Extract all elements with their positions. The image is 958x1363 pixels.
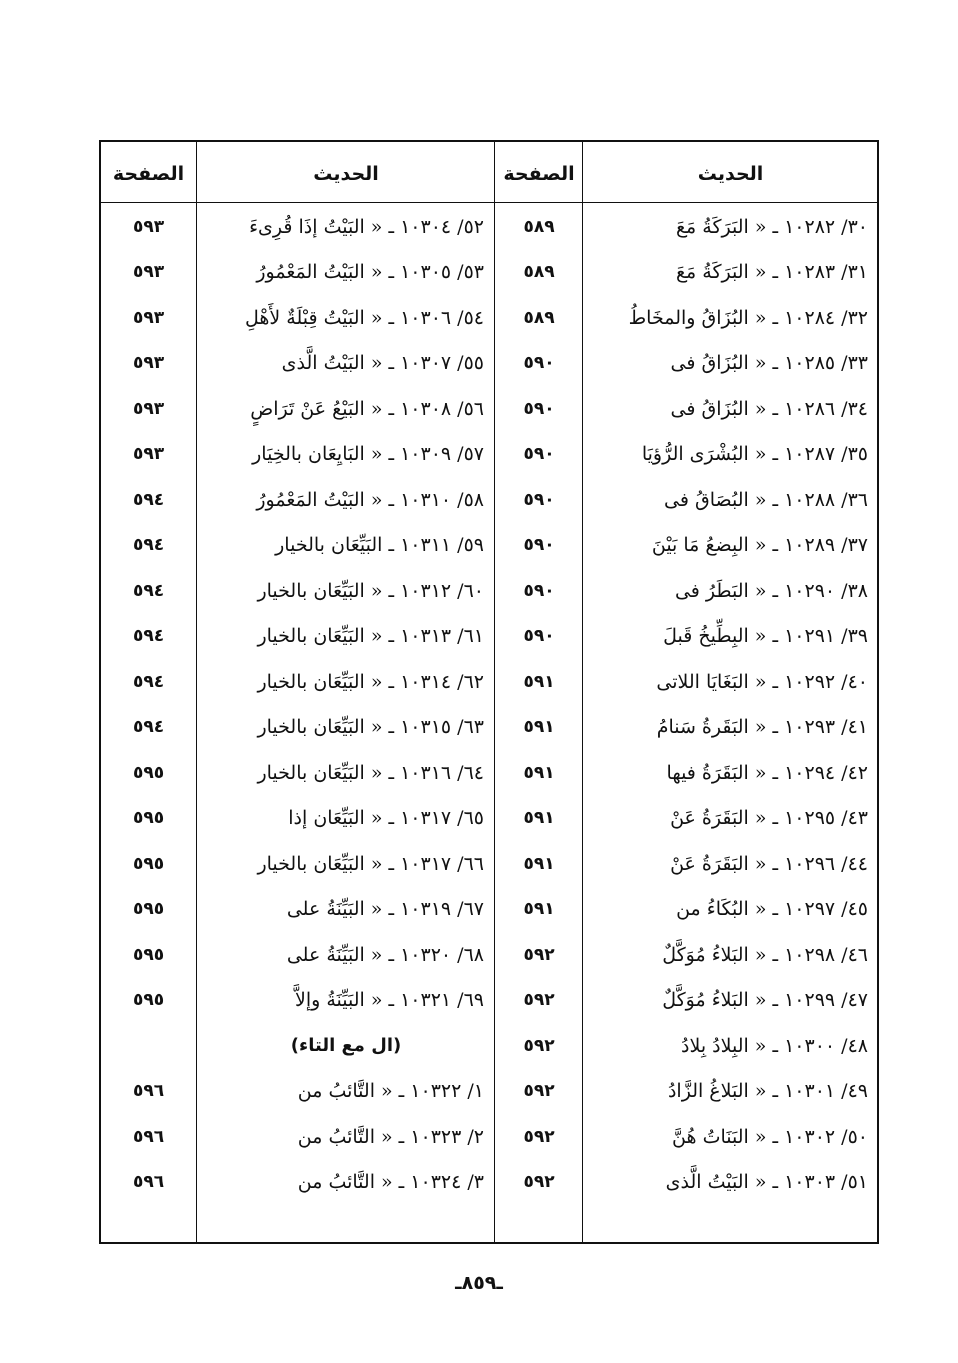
hadith-entry: ٥٥/ ١٠٣٠٧ ـ « البَيْتُ الَّذى (281, 352, 484, 374)
page-ref: ٥٩٣ (132, 216, 165, 237)
hadith-entry: ٥٢/ ١٠٣٠٤ ـ « البَيْتُ إذَا قُرِىءَ (249, 215, 484, 238)
page-ref: ٥٩١ (523, 899, 555, 919)
hadith-entry: ٣٤/ ١٠٢٨٦ ـ « البُزَاقُ فى (670, 397, 868, 420)
index-table (99, 140, 879, 1244)
hadith-entry: ٣٣/ ١٠٢٨٥ ـ « البُزَاقُ فى (670, 352, 868, 374)
page-ref: ٥٩٥ (132, 990, 165, 1010)
hadith-entry: ٦٧/ ١٠٣١٩ ـ « البَيِّنَةُ على (286, 898, 484, 920)
table-row (101, 1023, 877, 1068)
page-ref: ٥٩٢ (523, 944, 555, 965)
header-divider (101, 202, 877, 203)
page-ref: ٥٩٥ (132, 808, 165, 828)
table-row (101, 887, 877, 932)
hadith-entry: ٤٤/ ١٠٢٩٦ ـ « البَقَرَةُ عَنْ (670, 852, 868, 875)
page-ref: ٥٩٠ (523, 444, 555, 464)
page-ref: ٥٩٦ (132, 1126, 165, 1147)
table-row (101, 1114, 877, 1159)
page-ref: ٥٩٣ (132, 444, 165, 464)
page-ref: ٥٩٤ (132, 717, 165, 737)
hadith-entry: ٣/ ١٠٣٢٤ ـ « التَّائبُ من (297, 1171, 484, 1193)
header-left-hadith: الحديث (313, 163, 379, 185)
hadith-entry: ٦٢/ ١٠٣١٤ ـ « البَيِّعَان بالخيار (257, 670, 484, 693)
page-ref: ٥٩٥ (132, 853, 165, 874)
hadith-entry: ٣٢/ ١٠٢٨٤ ـ « البُزَاقُ والمخَاطُ (628, 306, 868, 329)
page-ref: ٥٨٩ (523, 307, 555, 328)
hadith-entry: ٦٤/ ١٠٣١٦ ـ « البَيِّعَان بالخيار (257, 761, 484, 784)
page-ref: ٥٩٥ (132, 944, 165, 965)
hadith-entry: ٥٦/ ١٠٣٠٨ ـ « البَيْعُ عَنْ تَرَاضٍ (250, 397, 484, 420)
table-row (101, 386, 877, 431)
table-row (101, 250, 877, 295)
page-ref: ٥٩٠ (523, 489, 555, 510)
hadith-entry: ٣٦/ ١٠٢٨٨ ـ « البُصَاقُ فى (664, 488, 868, 511)
hadith-entry: ٦١/ ١٠٣١٣ ـ « البَيِّعَان بالخيار (257, 625, 484, 647)
hadith-entry: ٦٥/ ١٠٣١٧ ـ « البَيِّعَان إذا (288, 807, 484, 829)
table-row (101, 705, 877, 750)
page-ref: ٥٩٣ (132, 307, 165, 328)
table-row (101, 568, 877, 613)
table-row (101, 750, 877, 795)
hadith-entry: ٤٦/ ١٠٢٩٨ ـ « البَلاءُ مُوَكَّلٌ (662, 943, 868, 966)
page-ref: ٥٩٣ (132, 353, 165, 373)
table-row (101, 796, 877, 841)
page-ref: ٥٩٠ (523, 580, 555, 601)
page-ref: ٥٩١ (523, 717, 555, 737)
hadith-entry: ٦٩/ ١٠٣٢١ ـ « البَيِّنَةُ وإلاَّ (295, 989, 484, 1011)
page-ref: ٥٩١ (523, 762, 555, 783)
page-ref: ٥٩١ (523, 671, 555, 692)
table-row (101, 841, 877, 886)
section-heading: (ال مع التاء) (290, 1035, 402, 1056)
table-row (101, 1160, 877, 1205)
hadith-entry: ٤٨/ ١٠٣٠٠ ـ « البِلادُ بِلادُ (681, 1034, 868, 1057)
table-row (101, 659, 877, 704)
page-ref: ٥٩٤ (132, 671, 165, 692)
hadith-entry: ٤٢/ ١٠٢٩٤ ـ « البَقَرَةُ فيها (666, 761, 868, 784)
hadith-entry: ٥٧/ ١٠٣٠٩ ـ « البَايِعَان بالخِيَار (252, 443, 484, 465)
hadith-entry: ٣١/ ١٠٢٨٣ ـ « البَرَكَةُ مَعَ (675, 261, 868, 283)
hadith-entry: ٣٩/ ١٠٢٩١ ـ « البِطِّيخُ قَبلَ (663, 625, 868, 647)
page-ref: ٥٩٤ (132, 489, 165, 510)
hadith-entry: ٤٥/ ١٠٢٩٧ ـ « البُكَاءُ من (676, 898, 868, 920)
header-right-page: الصفحة (503, 163, 575, 185)
page-ref: ٥٩٢ (523, 990, 555, 1010)
table-row (101, 1069, 877, 1114)
hadith-entry: ٣٠/ ١٠٢٨٢ ـ « البَرَكَةُ مَعَ (675, 215, 868, 238)
page-ref: ٥٩٢ (523, 1081, 555, 1101)
header-left-page: الصفحة (112, 163, 185, 185)
page-ref: ٥٩١ (523, 853, 555, 874)
page-ref: ٥٩٦ (132, 1081, 165, 1101)
page-ref: ٥٩٣ (132, 398, 165, 419)
hadith-entry: ٥٨/ ١٠٣١٠ ـ « البَيْتُ المَعْمُورُ (256, 488, 484, 511)
hadith-entry: ٦٣/ ١٠٣١٥ ـ « البَيِّعَان بالخيار (257, 716, 484, 738)
hadith-entry: ٤٩/ ١٠٣٠١ ـ « البَلاغُ الزَّادُ (667, 1080, 868, 1102)
table-row (101, 341, 877, 386)
table-row (101, 978, 877, 1023)
hadith-entry: ٥١/ ١٠٣٠٣ ـ « البَيْتُ الَّذى (665, 1171, 868, 1193)
hadith-entry: ٣٨/ ١٠٢٩٠ ـ « البَطَرُ فى (674, 579, 868, 602)
table-row (101, 477, 877, 522)
page-ref: ٥٩٤ (132, 535, 165, 555)
page-ref: ٥٩٣ (132, 262, 165, 282)
page-ref: ٥٩٢ (523, 1126, 555, 1147)
hadith-entry: ٤٧/ ١٠٢٩٩ ـ « البَلاءُ مُوَكَّلٌ (662, 989, 868, 1011)
page-ref: ٥٨٩ (523, 262, 555, 282)
page-ref: ٥٩٠ (523, 353, 555, 373)
header-right-hadith: الحديث (697, 163, 764, 185)
hadith-entry: ٤١/ ١٠٢٩٣ ـ « البَقَرةُ سَنامُ (656, 716, 868, 738)
page-number: ـ٨٥٩ـ (455, 1272, 503, 1294)
hadith-entry: ٦٠/ ١٠٣١٢ ـ « البَيِّعَان بالخيار (257, 579, 484, 602)
page-ref: ٥٨٩ (523, 216, 555, 237)
hadith-entry: ١/ ١٠٣٢٢ ـ « التَّائبُ من (297, 1080, 484, 1102)
hadith-entry: ٤٣/ ١٠٢٩٥ ـ « البَقَرَةُ عَنْ (670, 807, 868, 829)
hadith-entry: ٦٨/ ١٠٣٢٠ ـ « البَيِّنَةُ على (286, 943, 484, 966)
page-ref: ٥٩٥ (132, 762, 165, 783)
hadith-entry: ٤٠/ ١٠٢٩٢ ـ « البَغَايَا اللاتى (656, 670, 868, 693)
page-ref: ٥٩٢ (523, 1172, 555, 1192)
table-row (101, 295, 877, 340)
table-row (101, 432, 877, 477)
hadith-entry: ٣٥/ ١٠٢٨٧ ـ « البُشْرَى الرُّؤيَا (641, 443, 868, 465)
table-row (101, 204, 877, 249)
hadith-entry: ٣٧/ ١٠٢٨٩ ـ « البِضعُ مَا بَيْنَ (651, 534, 868, 556)
page-ref: ٥٩١ (523, 808, 555, 828)
page-ref: ٥٩٠ (523, 535, 555, 555)
table-row (101, 523, 877, 568)
page-ref: ٥٩٢ (523, 1035, 555, 1056)
hadith-entry: ٥٠/ ١٠٣٠٢ ـ « البَنَاتُ هُنَّ (672, 1125, 868, 1148)
table-row (101, 932, 877, 977)
page-ref: ٥٩٠ (523, 626, 555, 646)
hadith-entry: ٦٦/ ١٠٣١٧ ـ « البَيِّعَان بالخيار (257, 852, 484, 875)
page-ref: ٥٩٤ (132, 626, 165, 646)
hadith-entry: ٥٤/ ١٠٣٠٦ ـ « البَيْتُ قِبْلَةٌ لأَهْلِ (244, 306, 484, 329)
hadith-entry: ٥٣/ ١٠٣٠٥ ـ « البَيْتُ المَعْمُورُ (256, 261, 484, 283)
page-ref: ٥٩٥ (132, 899, 165, 919)
hadith-entry: ٥٩/ ١٠٣١١ ـ البَيِّعَان بالخيار (275, 534, 484, 556)
page-ref: ٥٩٠ (523, 398, 555, 419)
page-ref: ٥٩٦ (132, 1172, 165, 1192)
hadith-entry: ٢/ ١٠٣٢٣ ـ « التَّائبُ من (297, 1125, 484, 1148)
page-ref (101, 1023, 196, 1068)
page-ref: ٥٩٤ (132, 580, 165, 601)
table-row (101, 614, 877, 659)
